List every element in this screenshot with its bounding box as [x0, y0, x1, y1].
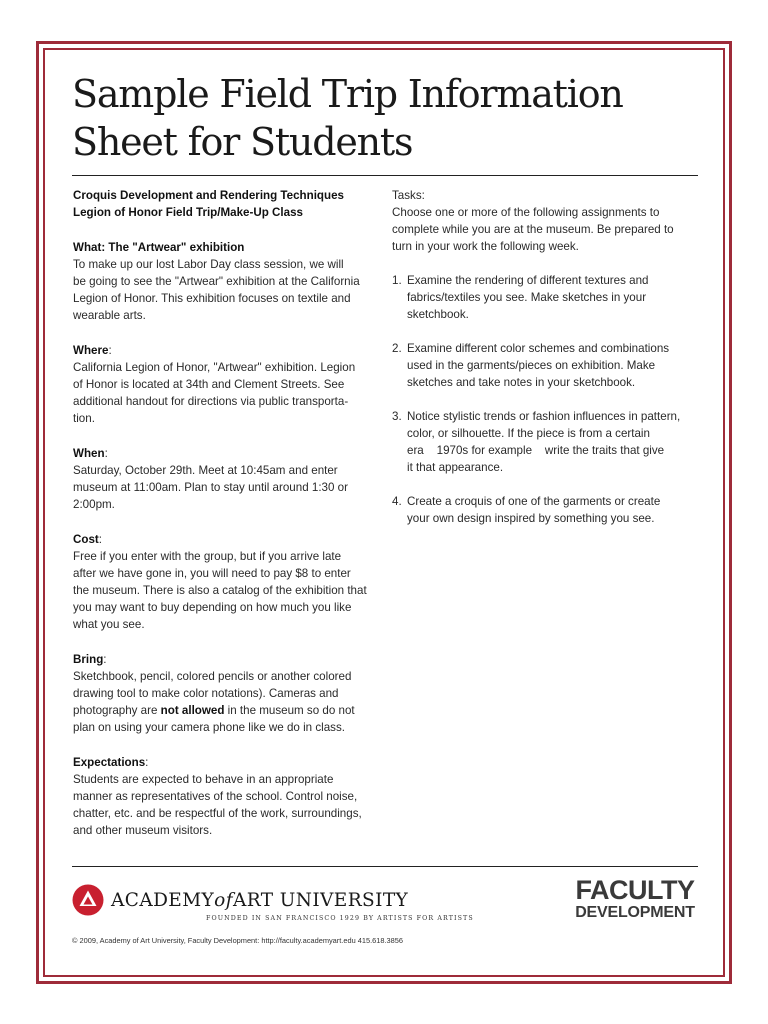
development-word: DEVELOPMENT [575, 904, 695, 921]
expectations-text: Students are expected to behave in an appropriate [73, 773, 334, 786]
when-text: museum at 11:00am. Plan to stay until around 1:30 or [73, 481, 348, 494]
tasks-intro [392, 187, 702, 255]
course-name: Croquis Development and Rendering Techniques [73, 189, 344, 202]
cost-text: after we have gone in, you will need to pay $8 to enter [73, 567, 351, 580]
page-title [72, 70, 692, 166]
task-text: sketches and take notes in your sketchbook. [407, 376, 636, 389]
task-text: it that appearance. [407, 461, 504, 474]
title-line-2: Sheet for Students [72, 120, 413, 164]
task-text: Examine different color schemes and combinations [407, 342, 670, 355]
title-rule [72, 175, 698, 176]
where-text: of Honor is located at 34th and Clement Streets. See [73, 378, 345, 391]
task-text: your own design inspired by something you see. [407, 512, 655, 525]
cost-section [73, 531, 378, 633]
when-heading: When [73, 447, 105, 460]
task-item [392, 340, 702, 391]
academy-name [111, 890, 408, 911]
bring-heading: Bring [73, 653, 104, 666]
tasks-intro-text: complete while you are at the museum. Be prepared to [392, 223, 674, 236]
where-text: tion. [73, 412, 95, 425]
expectations-section [73, 754, 378, 839]
academy-tagline: FOUNDED IN SAN FRANCISCO 1929 BY ARTISTS FOR ARTISTS [206, 915, 474, 922]
task-text: Notice stylistic trends or fashion influences in pattern, [407, 410, 681, 423]
task-number: 3. [392, 410, 402, 423]
bring-text: drawing tool to make color notations). Cameras and [73, 687, 339, 700]
academy-name-part: ART UNIVERSITY [232, 890, 409, 911]
where-text: California Legion of Honor, "Artwear" exhibition. Legion [73, 361, 356, 374]
left-column [73, 187, 378, 857]
copyright-line: © 2009, Academy of Art University, Faculty Development: http://faculty.academyart.edu 415.618.3856 [72, 936, 403, 945]
where-colon: : [108, 344, 112, 357]
bring-text: plan on using your camera phone like we do in class. [73, 721, 345, 734]
when-section [73, 445, 378, 513]
faculty-word: FACULTY [575, 875, 695, 905]
when-text: Saturday, October 29th. Meet at 10:45am and enter [73, 464, 338, 477]
expectations-text: manner as representatives of the school. Control noise, [73, 790, 358, 803]
what-section [73, 239, 378, 324]
bring-colon: : [103, 653, 107, 666]
tasks-intro-text: Choose one or more of the following assignments to [392, 206, 660, 219]
task-text: color, or silhouette. If the piece is from a certain [407, 427, 650, 440]
task-text: sketchbook. [407, 308, 469, 321]
bring-photo-line [73, 702, 378, 719]
where-heading: Where [73, 344, 109, 357]
tasks-heading: Tasks [392, 189, 422, 202]
academy-logo-icon [72, 884, 104, 916]
task-text: fabrics/textiles you see. Make sketches in your [407, 291, 647, 304]
what-text: be going to see the "Artwear" exhibition at the California [73, 275, 360, 288]
task-number: 2. [392, 342, 402, 355]
task-item [392, 408, 702, 476]
what-heading: What: The "Artwear" exhibition [73, 241, 245, 254]
task-number: 1. [392, 274, 402, 287]
task-text: Create a croquis of one of the garments or create [407, 495, 661, 508]
expectations-heading: Expectations [73, 756, 146, 769]
task-item [392, 493, 702, 527]
right-column [392, 187, 702, 544]
task-text: used in the garments/pieces on exhibition. Make [407, 359, 656, 372]
academy-name-of: of [214, 890, 233, 911]
task-number: 4. [392, 495, 402, 508]
course-info [73, 187, 378, 221]
bring-photo-pre: photography are [73, 704, 161, 717]
tasks-intro-text: turn in your work the following week. [392, 240, 579, 253]
when-colon: : [104, 447, 108, 460]
cost-colon: : [98, 533, 102, 546]
task-text: era 1970s for example write the traits that give [407, 444, 665, 457]
cost-text: Free if you enter with the group, but if you arrive late [73, 550, 342, 563]
cost-text: the museum. There is also a catalog of the exhibition that [73, 584, 367, 597]
cost-text: you may want to buy depending on how much you like [73, 601, 352, 614]
task-text: Examine the rendering of different textures and [407, 274, 649, 287]
expectations-text: and other museum visitors. [73, 824, 213, 837]
task-item [392, 272, 702, 323]
faculty-development-logo [572, 877, 698, 922]
title-line-1: Sample Field Trip Information [72, 72, 623, 116]
cost-text: what you see. [73, 618, 145, 631]
expectations-colon: : [145, 756, 149, 769]
what-text: To make up our lost Labor Day class session, we will [73, 258, 344, 271]
bring-section [73, 651, 378, 736]
footer-rule [72, 866, 698, 867]
what-text: Legion of Honor. This exhibition focuses on textile and [73, 292, 351, 305]
expectations-text: chatter, etc. and be respectful of the work, surroundings, [73, 807, 362, 820]
bring-text: Sketchbook, pencil, colored pencils or another colored [73, 670, 352, 683]
trip-name: Legion of Honor Field Trip/Make-Up Class [73, 206, 303, 219]
where-text: additional handout for directions via public transporta- [73, 395, 349, 408]
tasks-colon: : [421, 189, 425, 202]
what-text: wearable arts. [73, 309, 146, 322]
when-text: 2:00pm. [73, 498, 115, 511]
where-section [73, 342, 378, 427]
bring-photo-post: in the museum so do not [224, 704, 355, 717]
academy-name-part: ACADEMY [111, 890, 215, 911]
cost-heading: Cost [73, 533, 99, 546]
not-allowed-emphasis: not allowed [160, 704, 225, 717]
